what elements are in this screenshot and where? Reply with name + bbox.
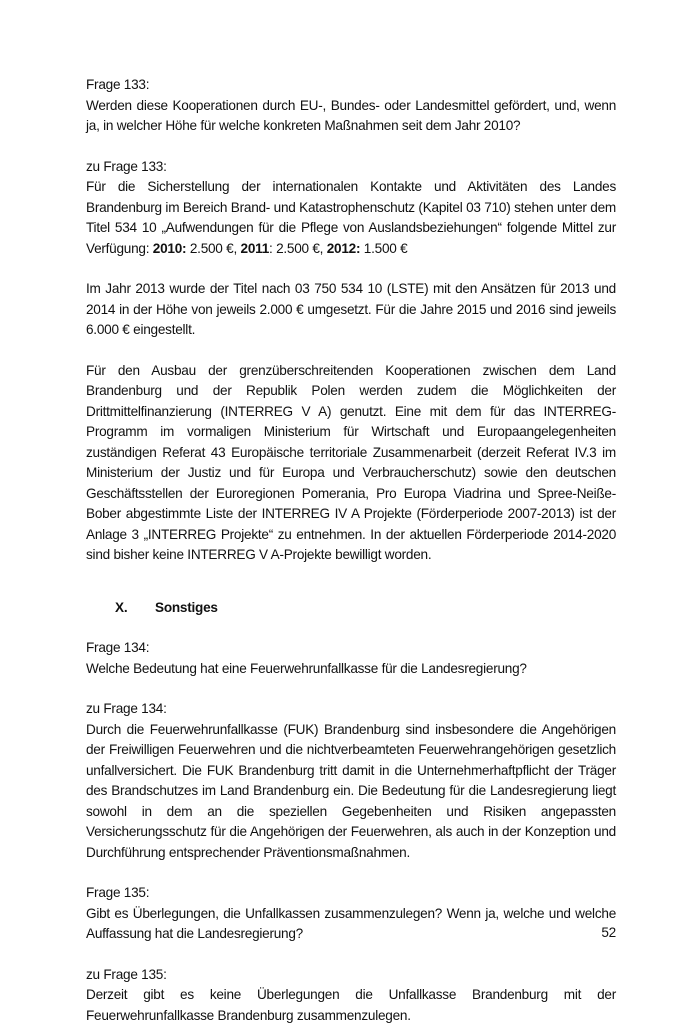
question-133-label: Frage 133: [86,77,150,92]
section-title: Sonstiges [155,599,218,615]
year-2011-value: : 2.500 €, [269,240,327,256]
year-2012-label: 2012: [326,240,361,256]
answer-133-paragraph-2: Im Jahr 2013 wurde der Titel nach 03 750 534 10 (LSTE) mit den Ansätzen für 2013 und 2014 in der Höhe von jeweils 2.000 € umgesetzt. Für die Jahre 2015 und 2016 sind jeweils 6.000 € eingestellt. [86,281,616,337]
section-heading [86,598,616,619]
answer-134-text: Durch die Feuerwehrunfallkasse (FUK) Brandenburg sind insbesondere die Angehörigen der Freiwilligen Feuerwehren und die nichtverbeamteten Feuerwehrangehörigen gesetzlich unfallversichert. Die FUK Brandenburg tritt damit in die Unternehmerhaftpflicht der Träger des Brandschutzes im Land Brandenburg ein. Die Bedeutung für die Landesregierung liegt sowohl in dem an die speziellen Gegebenheiten und Risiken angepassten Versicherungsschutz für die Angehörigen der Feuerwehren, als auch in der Konzeption und Durchführung entsprechender Präventionsmaßnahmen. [86,721,616,860]
question-134-text: Welche Bedeutung hat eine Feuerwehrunfallkasse für die Landesregierung? [86,660,527,676]
answer-133-paragraph-3: Für den Ausbau der grenzüberschreitenden Kooperationen zwischen dem Land Brandenburg und der Republik Polen werden zudem die Möglichkeiten der Drittmittelfinanzierung (INTERREG V A) genutzt. Eine mit dem für das INTERREG-Programm im vormaligen Ministerium für Wirtschaft und Europaangelegenheiten zuständigen Referat 43 Europäische territoriale Zusammenarbeit (derzeit Referat IV.3 im Ministerium der Justiz und für Europa und Verbraucherschutz) sowie den deutschen Geschäftsstellen der Euroregionen Pomerania, Pro Europa Viadrina und Spree-Neiße-Bober abgestimmte Liste der INTERREG IV A Projekte (Förderperiode 2007-2013) ist der Anlage 3 „INTERREG Projekte“ zu entnehmen. In der aktuellen Förderperiode 2014-2020 sind bisher keine INTERREG V A-Projekte bewilligt worden. [86,362,616,562]
answer-133-label: zu Frage 133: [86,158,167,174]
page-number: 52 [601,925,616,940]
question-133-text: Werden diese Kooperationen durch EU-, Bundes- oder Landesmittel gefördert, und, wenn ja, in welcher Höhe für welche konkreten Maßnahmen seit dem Jahr 2010? [86,97,616,133]
answer-133-paragraph-1 [86,177,616,259]
year-2012-value: 1.500 € [360,240,408,256]
year-2011-label: 2011 [240,240,270,256]
answer-134-label: zu Frage 134: [86,701,167,716]
page-content [86,75,616,1026]
answer-135-label: zu Frage 135: [86,966,167,982]
question-135-label: Frage 135: [86,885,150,900]
question-134-label: Frage 134: [86,640,150,655]
answer-133-p1-text: Für die Sicherstellung der internationalen Kontakte und Aktivitäten des Landes Brandenburg im Bereich Brand- und Katastrophenschutz (Kapitel 03 710) stehen unter dem Titel 534 10 „Aufwendungen für die Pflege von Auslandsbeziehungen“ folgende Mittel zur Verfügung: [86,179,616,256]
answer-135-text: Derzeit gibt es keine Überlegungen die Unfallkasse Brandenburg mit der Feuerwehrunfallkasse Brandenburg zusammenzulegen. [86,987,616,1023]
year-2010-label: 2010: [152,240,187,256]
section-number: X. [115,599,128,615]
question-135-text: Gibt es Überlegungen, die Unfallkassen zusammenzulegen? Wenn ja, welche und welche Auffassung hat die Landesregierung? [86,905,616,941]
year-2010-value: 2.500 €, [186,240,241,256]
